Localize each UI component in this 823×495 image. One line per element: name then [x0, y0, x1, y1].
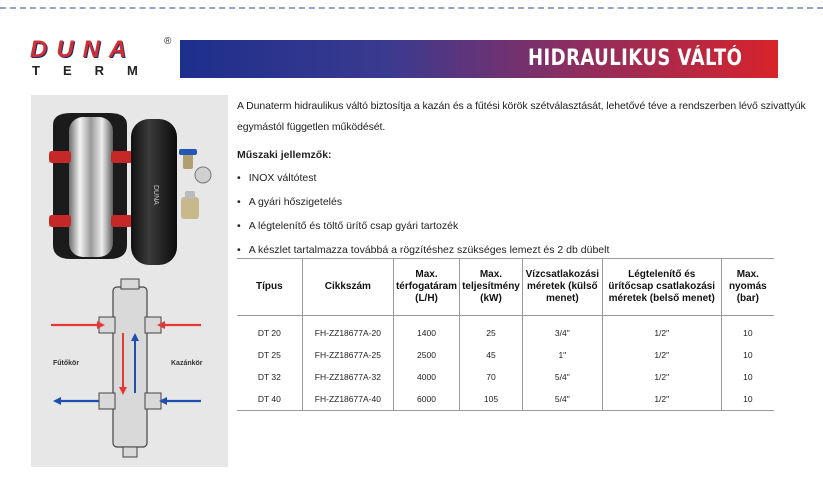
cell-water: 3/4": [522, 316, 602, 345]
header-max-pressure: Max. nyomás (bar): [721, 259, 774, 316]
heating-circuit-label: Fűtőkör: [53, 360, 80, 367]
table-row: [237, 388, 774, 411]
cell-flow: 1400: [393, 316, 459, 345]
cell-power: 70: [460, 366, 523, 388]
flow-diagram: [31, 273, 228, 467]
cell-article: FH-ZZ18677A-40: [302, 388, 393, 411]
feature-list: [237, 166, 807, 262]
cell-article: FH-ZZ18677A-20: [302, 316, 393, 345]
svg-text:DUNA: DUNA: [152, 185, 159, 205]
cell-power: 105: [460, 388, 523, 411]
page-title: HIDRAULIKUS VÁLTÓ: [527, 46, 742, 71]
feature-item: • A készlet tartalmazza továbbá a rögzítéshez szükséges lemezt és 2 db dübelt: [237, 238, 807, 262]
description-section: [237, 96, 807, 262]
feature-item: • INOX váltótest: [237, 166, 807, 190]
table-row: [237, 316, 774, 345]
cell-type: DT 40: [237, 388, 302, 411]
boiler-circuit-label: Kazánkör: [171, 360, 203, 367]
header-vent-drain-connection: Légtelenítő és ürítőcsap csatlakozási méretek (belső menet): [602, 259, 721, 316]
cell-pressure: 10: [721, 388, 774, 411]
spec-table: [237, 258, 774, 411]
cell-water: 1": [522, 344, 602, 366]
table-row: [237, 344, 774, 366]
cell-type: DT 25: [237, 344, 302, 366]
product-image-panel: [31, 95, 228, 467]
cell-vent: 1/2": [602, 388, 721, 411]
cell-power: 25: [460, 316, 523, 345]
dashed-top-border: [0, 7, 823, 9]
feature-item: • A gyári hőszigetelés: [237, 190, 807, 214]
header-max-power: Max. teljesítmény (kW): [460, 259, 523, 316]
cell-power: 45: [460, 344, 523, 366]
cell-type: DT 20: [237, 316, 302, 345]
header-type: Típus: [237, 259, 302, 316]
logo-subtitle: TERM: [32, 63, 161, 78]
cell-water: 5/4": [522, 366, 602, 388]
cell-vent: 1/2": [602, 316, 721, 345]
cell-type: DT 32: [237, 366, 302, 388]
header-water-connection: Vízcsatlakozási méretek (külső menet): [522, 259, 602, 316]
header-max-flow: Max. térfogatáram (L/H): [393, 259, 459, 316]
product-photo: [31, 95, 228, 273]
cell-article: FH-ZZ18677A-32: [302, 366, 393, 388]
cell-vent: 1/2": [602, 344, 721, 366]
feature-item: • A légtelenítő és töltő ürítő csap gyári tartozék: [237, 214, 807, 238]
table-header-row: [237, 259, 774, 316]
cell-pressure: 10: [743, 350, 753, 360]
cell-flow: 4000: [393, 366, 459, 388]
specs-heading: Műszaki jellemzők:: [237, 149, 332, 161]
intro-text: A Dunaterm hidraulikus váltó biztosítja a kazán és a fűtési körök szétválasztását, lehetővé téve a rendszerben lévő szivattyúk egymástól független működését.: [237, 100, 806, 133]
cell-vent: 1/2": [602, 366, 721, 388]
table-row: [237, 366, 774, 388]
cell-flow: 2500: [393, 344, 459, 366]
registered-mark: ®: [164, 36, 172, 47]
dunaterm-logo: [30, 38, 180, 80]
header-article-number: Cikkszám: [302, 259, 393, 316]
cell-pressure: 10: [743, 372, 753, 382]
title-banner: [180, 40, 778, 78]
logo-wordmark: DUNA: [30, 36, 136, 63]
cell-water: 5/4": [522, 388, 602, 411]
cell-flow: 6000: [393, 388, 459, 411]
cell-pressure: 10: [743, 328, 753, 338]
cell-article: FH-ZZ18677A-25: [302, 344, 393, 366]
